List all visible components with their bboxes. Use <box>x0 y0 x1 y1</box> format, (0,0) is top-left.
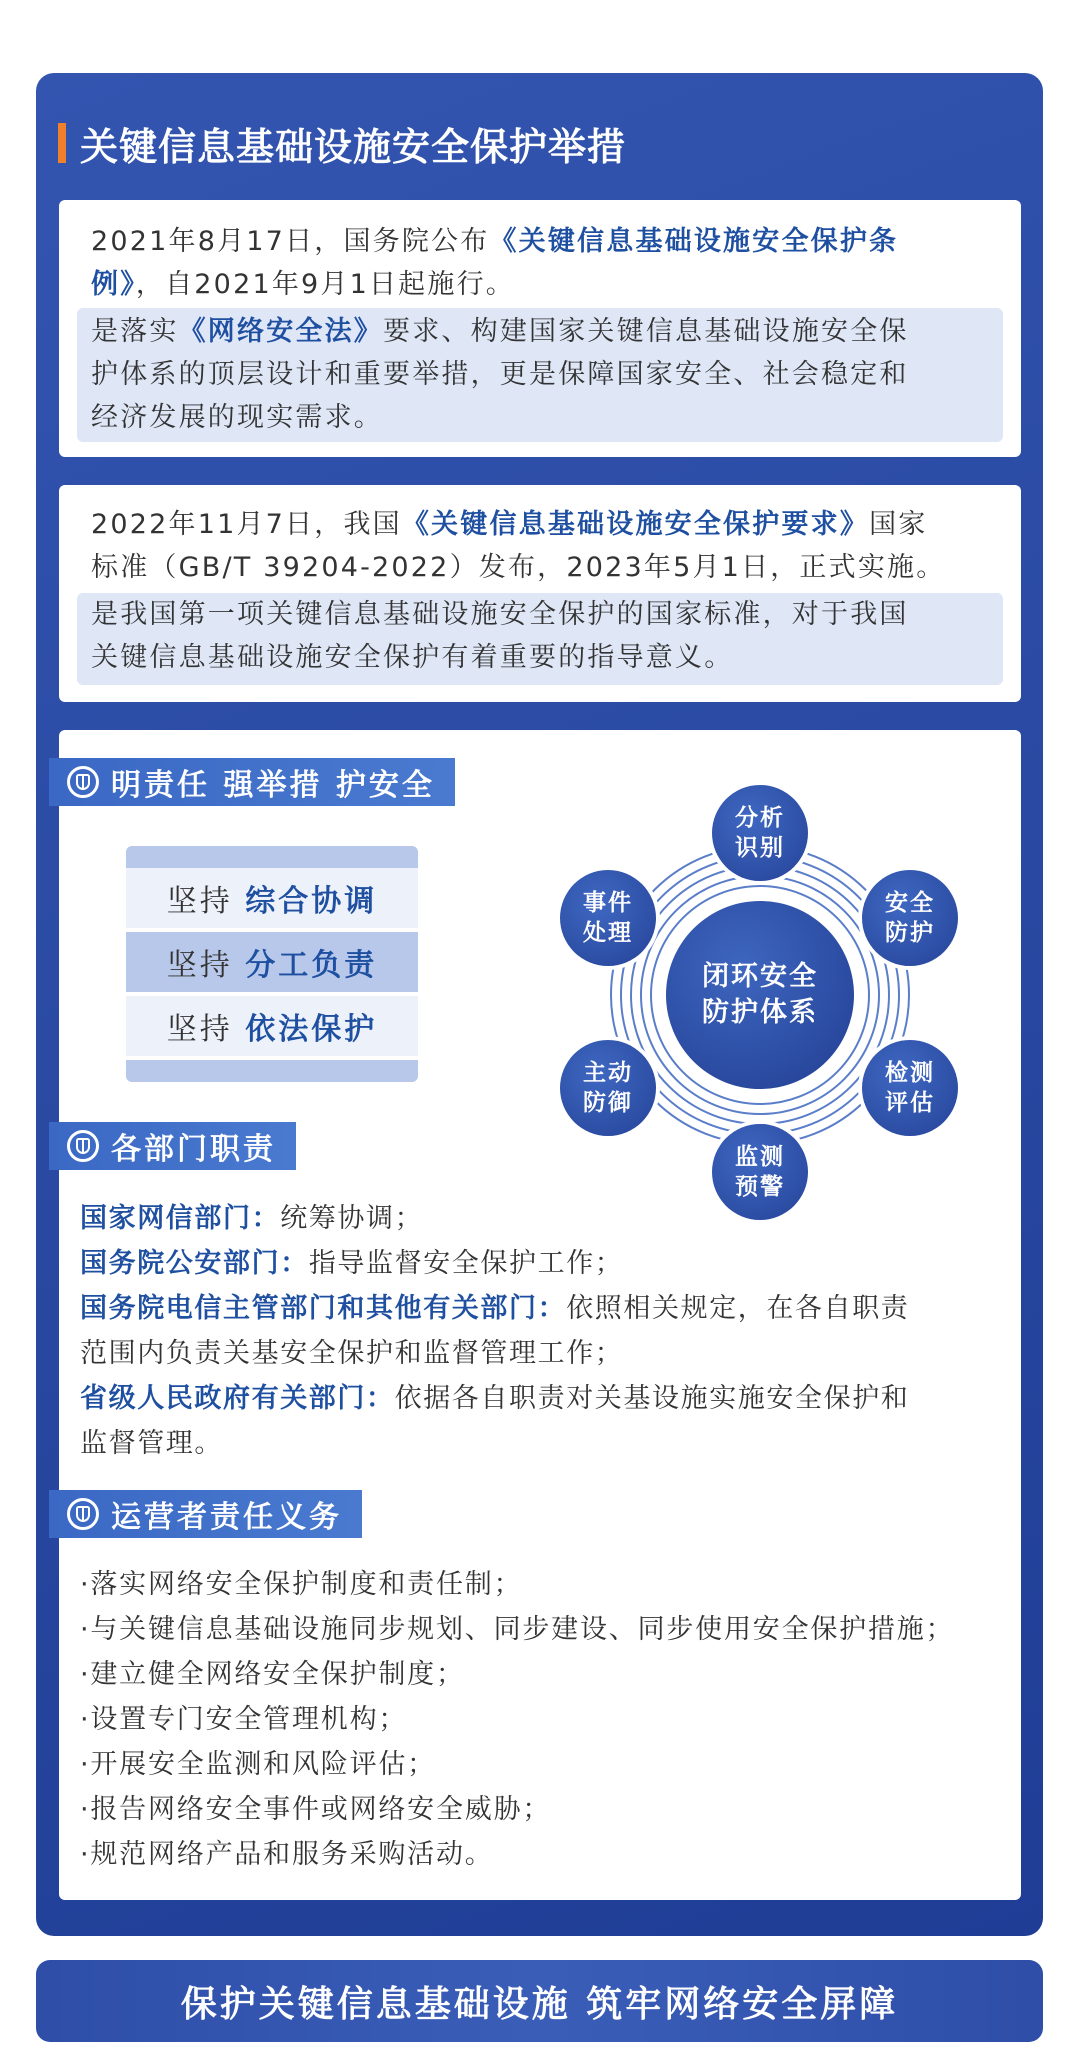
shield-icon <box>67 1130 99 1162</box>
section-operators-tag: 运营者责任义务 <box>49 1490 362 1538</box>
standard-intro: 2022年11月7日，我国《关键信息基础设施安全保护要求》国家 标准（GB/T 39204-2022）发布，2023年5月1日，正式实施。 <box>91 509 946 583</box>
diagram-node-defense: 主动 防御 <box>560 1040 656 1136</box>
department-item: 国务院公安部门：指导监督安全保护工作； <box>80 1248 624 1279</box>
diagram-center: 闭环安全 防护体系 <box>666 901 854 1089</box>
regulation-highlight-text: 是落实《网络安全法》要求、构建国家关键信息基础设施安全保 护体系的顶层设计和重要举措，更是保障国家安全、社会稳定和 经济发展的现实需求。 <box>91 316 909 433</box>
shield-icon <box>67 1498 99 1530</box>
section-departments-tag: 各部门职责 <box>49 1122 296 1170</box>
diagram-node-incident: 事件 处理 <box>560 870 656 966</box>
standard-highlight-text: 是我国第一项关键信息基础设施安全保护的国家标准，对于我国 关键信息基础设施安全保护有着重要的指导意义。 <box>91 599 909 673</box>
persist-item: 坚持 分工负责 <box>126 932 418 992</box>
diagram-node-protect: 安全 防护 <box>862 870 958 966</box>
persist-list-cap <box>126 846 418 868</box>
list-item: ·规范网络产品和服务采购活动。 <box>80 1839 494 1870</box>
section-responsibility-tag: 明责任 强举措 护安全 <box>49 758 455 806</box>
department-item: 国务院电信主管部门和其他有关部门：依照相关规定，在各自职责 范围内负责关基安全保护和监督管理工作； <box>80 1293 910 1369</box>
department-duties <box>80 1196 1000 1466</box>
list-item: ·建立健全网络安全保护制度； <box>80 1659 465 1690</box>
persist-item: 坚持 综合协调 <box>126 868 418 928</box>
closed-loop-diagram <box>540 770 980 1220</box>
bottom-banner: 保护关键信息基础设施 筑牢网络安全屏障 <box>36 1960 1043 2042</box>
diagram-node-warning: 监测 预警 <box>712 1124 808 1220</box>
list-item: ·与关键信息基础设施同步规划、同步建设、同步使用安全保护措施； <box>80 1614 955 1645</box>
main-title-text: 关键信息基础设施安全保护举措 <box>80 124 627 169</box>
main-title <box>58 118 626 168</box>
department-item: 省级人民政府有关部门：依据各自职责对关基设施实施安全保护和 监督管理。 <box>80 1383 910 1459</box>
diagram-node-analyze: 分析 识别 <box>712 785 808 881</box>
shield-icon <box>67 766 99 798</box>
operator-duties-list <box>80 1562 1000 1877</box>
list-item: ·落实网络安全保护制度和责任制； <box>80 1569 523 1600</box>
list-item: ·开展安全监测和风险评估； <box>80 1749 436 1780</box>
standard-card <box>59 485 1021 702</box>
persist-list-cap <box>126 1060 418 1082</box>
title-accent-bar <box>58 123 66 163</box>
diagram-node-evaluate: 检测 评估 <box>862 1040 958 1136</box>
list-item: ·设置专门安全管理机构； <box>80 1704 408 1735</box>
regulation-intro: 2021年8月17日，国务院公布《关键信息基础设施安全保护条 例》，自2021年9月1日起施行。 <box>91 226 899 300</box>
persist-list <box>126 846 418 1081</box>
regulation-card <box>59 200 1021 457</box>
persist-item: 坚持 依法保护 <box>126 996 418 1056</box>
list-item: ·报告网络安全事件或网络安全威胁； <box>80 1794 552 1825</box>
department-item: 国家网信部门：统筹协调； <box>80 1203 424 1234</box>
